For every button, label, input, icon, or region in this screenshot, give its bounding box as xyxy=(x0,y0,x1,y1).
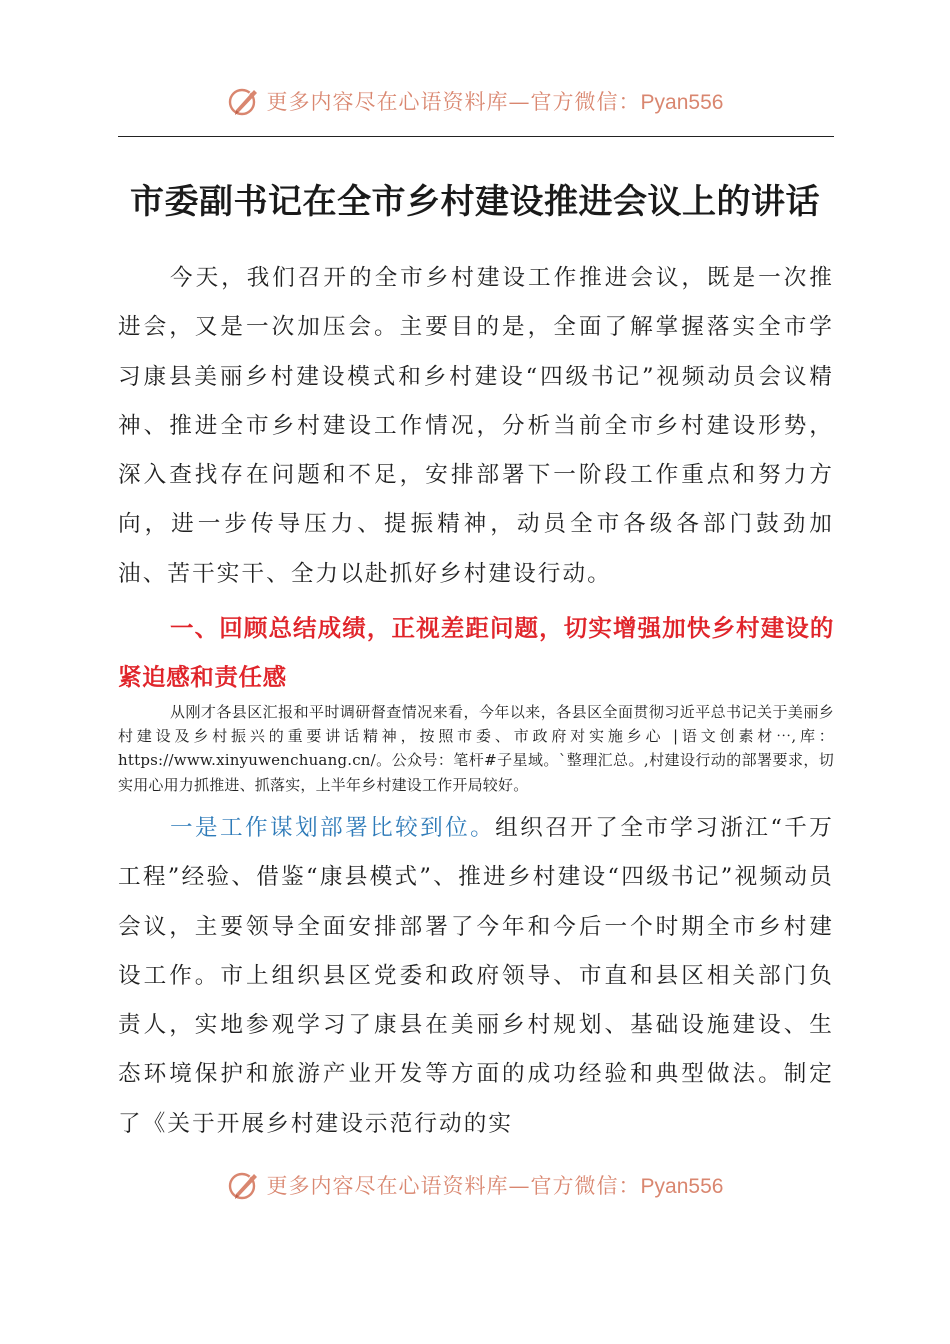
footer-watermark xyxy=(0,1162,950,1208)
point-one-body: 组织召开了全市学习浙江“千万工程”经验、借鉴“康县模式”、推进乡村建设“四级书记”视频动员会议，主要领导全面安排部署了今年和今后一个时期全市乡村建设工作。市上组织县区党委和政府领导、市直和县区相关部门负责人，实地参观学习了康县在美丽乡村规划、基础设施建设、生态环境保护和旅游产业开发等方面的成功经验和典型做法。制定了《关于开展乡村建设示范行动的实 xyxy=(118,815,834,1137)
point-one-paragraph xyxy=(118,804,834,1149)
quill-pen-logo-icon xyxy=(227,1168,261,1202)
point-one-lead: 一是工作谋划部署比较到位。 xyxy=(170,815,496,841)
wechat-id: Pyan556 xyxy=(640,1175,724,1198)
quill-pen-logo-icon xyxy=(227,84,261,118)
watermark-text: 更多内容尽在心语资料库—官方微信：Pyan556 xyxy=(266,90,724,114)
header-watermark xyxy=(0,78,950,124)
section-heading: 一、回顾总结成绩，正视差距问题，切实增强加快乡村建设的紧迫感和责任感 xyxy=(118,614,834,691)
intro-paragraph: 今天，我们召开的全市乡村建设工作推进会议，既是一次推进会，又是一次加压会。主要目的是，全面了解掌握落实全市学习康县美丽乡村建设模式和乡村建设“四级书记”视频动员会议精神、推进全市乡村建设工作情况，分析当前全市乡村建设形势，深入查找存在问题和不足，安排部署下一阶段工作重点和努力方向，进一步传导压力、提振精神，动员全市各级各部门鼓劲加油、苦干实干、全力以赴抓好乡村建设行动。 xyxy=(118,265,834,587)
section-intro-paragraph: 从刚才各县区汇报和平时调研督查情况来看，今年以来，各县区全面贯彻习近平总书记关于美丽乡村建设及乡村振兴的重要讲话精神，按照市委、市政府对实施乡心 |语文创素材⋯,库：https://www.xinyuwenchuang.cn/。公众号：笔杆#子星域。`整理汇总。,村建设行动的部署要求，切实用心用力抓推进、抓落实，上半年乡村建设工作开局较好。 xyxy=(118,703,834,794)
header-divider xyxy=(118,136,834,137)
wechat-id: Pyan556 xyxy=(640,91,724,114)
document-title: 市委副书记在全市乡村建设推进会议上的讲话 xyxy=(130,182,820,222)
watermark-text: 更多内容尽在心语资料库—官方微信：Pyan556 xyxy=(266,1174,724,1198)
